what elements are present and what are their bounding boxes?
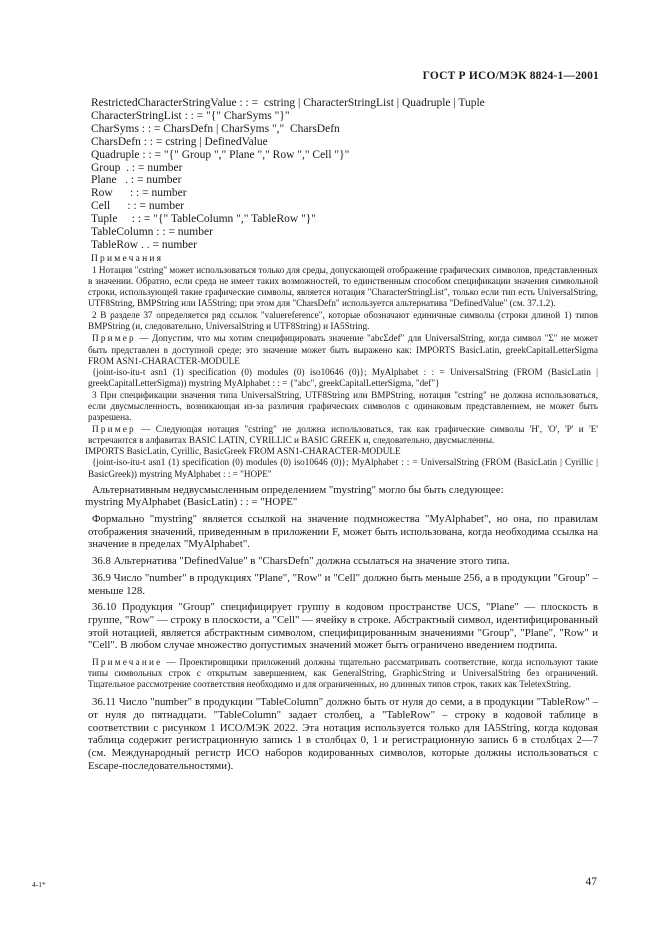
grammar-block [91, 97, 598, 252]
note-3: 3 При спецификации значения типа UniversalString, UTF8String или BMPString, нотация "cstring" не должна использоваться, если двусмысленность, возникающая из-за различия графических символов с одинаковым представлением, не может быть разрешена. [88, 389, 598, 423]
clause-36-11: 36.11 Число "number" в продукции "TableColumn" должно быть от нуля до семи, а в продукции "TableRow" – от нуля до пятнадцати. "TableColumn" задает столбец, а "TableRow" – строку в кодовой таблице в соответствии с рисунком 1 ИСО/МЭК 2022. Эта нотация используется только для IA5String, когда кодовая таблица содержит регистрационную запись 1 в столбцах 0, 1 и регистрационную запись 6 в столбцах 2—7 (см. Международный регистр ИСО наборов кодированных символов, которые должны использоваться с Escape-последовательностями). [88, 696, 598, 772]
grammar-line: RestrictedCharacterStringValue : : = cstring | CharacterStringList | Quadruple | Tuple [91, 97, 485, 109]
example-1-code: {joint-iso-itu-t asn1 (1) specification (0) modules (0) iso10646 (0)}; MyAlphabet : : = UniversalString (FROM (BasicLatin | greekCapitalLetterSigma)) mystring MyAlphabet : : = {"abc", greekCapitalLetterSigma, "def"} [88, 366, 598, 388]
grammar-line: Cell : : = number [91, 200, 185, 213]
body-note [88, 657, 598, 690]
clause-36-10: 36.10 Продукция "Group" специфицирует группу в кодовом пространстве UCS, "Plane" — плоскость в группе, "Row" — строку в плоскости, а "Cell" — ячейку в строке. Абстрактный символ, идентифицированный этой нотацией, является абстрактным символом, специфицированным значениями "Group", "Plane", "Row" и "Cell". В любом случае множество допустимых значений может быть ограничено введением подтипа. [88, 601, 598, 652]
example-text: — Допустим, что мы хотим специфицировать значение "abcΣdef" для UniversalString, когда символ "Σ" не может быть представлен в доступной среде; это значение может быть выражено как: IMPORTS BasicLatin, greekCapitalLetterSigma FROM ASN1-CHARACTER-MODULE [88, 333, 599, 366]
alt-definition-code: mystring MyAlphabet (BasicLatin) : : = "HOPE" [85, 496, 298, 509]
grammar-line: CharSyms : : = CharsDefn | CharSyms "," CharsDefn [91, 122, 340, 135]
example-2-import: IMPORTS BasicLatin, Cyrillic, BasicGreek FROM ASN1-CHARACTER-MODULE [85, 446, 401, 457]
grammar-line: Group . : = number [91, 161, 183, 174]
notes-heading: Примечания [91, 253, 164, 264]
alt-definition-intro: Альтернативным недвусмысленным определением "mystring" могло бы быть следующее: [92, 483, 504, 496]
body-text [85, 483, 598, 652]
example-label: Пример [92, 424, 136, 435]
grammar-line: Row : : = number [91, 187, 187, 200]
note-text: — Проектировщики приложений должны тщательно рассматривать соответствие, когда используют такие типы символьных строк с открытым завершением, как GeneralString, GraphicString и UniversalString без ограничений. Тщательное рассмотрение соответствия необходимо и для ограниченных, но длинных типов строк, таких как TeletexString. [88, 657, 598, 690]
grammar-line: TableRow . . = number [91, 238, 197, 251]
example-2 [88, 424, 598, 446]
page-header-title: ГОСТ Р ИСО/МЭК 8824-1—2001 [422, 70, 599, 82]
example-label: Пример [92, 333, 136, 344]
formal-paragraph: Формально "mystring" является ссылкой на значение подмножества "MyAlphabet", но она, по правилам отображения значений, приведенным в приложении F, может быть использована, когда необходима ссылка на значение в пределах "MyAlphabet". [88, 513, 598, 551]
example-1 [88, 333, 598, 366]
body-text-continued [88, 696, 598, 772]
body-note-paragraph [88, 657, 598, 690]
page-content [85, 97, 599, 773]
grammar-line: CharacterStringList : : = "{" CharSyms "}" [91, 109, 290, 122]
example-2-code: {joint-iso-itu-t asn1 (1) specification (0) modules (0) iso10646 (0)}; MyAlphabet : : = UniversalString (FROM (BasicLatin | Cyrillic | BasicGreek)) mystring MyAlphabet : : = "HOPE" [88, 457, 598, 479]
note-1: 1 Нотация "cstring" может использоваться только для среды, допускающей отображение графических символов, представленных в значении. Обратно, если среда не имеет таких возможностей, то единственным способом спецификации значения символьной строки, использующей такие графические символы, является нотация "CharacterStringList", только если тип есть UniversalString, UTF8String, BMPString или IA5String; при этом для "CharsDefn" используется альтернатива "DefinedValue" (см. 37.1.2). [88, 264, 598, 309]
grammar-line: TableColumn : : = number [91, 226, 213, 239]
clause-36-8: 36.8 Альтернатива "DefinedValue" в "CharsDefn" должна ссылаться на значение этого типа. [92, 555, 510, 568]
page-number: 47 [585, 876, 597, 888]
note-2: 2 В разделе 37 определяется ряд ссылок "valuereference", которые обозначают единичные символы (строки длиной 1) типов BMPString (и, следовательно, UniversalString и UTF8String) и IA5String. [88, 310, 598, 332]
clause-36-9: 36.9 Число "number" в продукциях "Plane", "Row" и "Cell" должно быть меньше 256, а в продукции "Group" – меньше 128. [88, 571, 598, 597]
note-label: Примечание [92, 657, 163, 668]
grammar-line: Plane . : = number [91, 174, 182, 187]
grammar-line: CharsDefn : : = cstring | DefinedValue [91, 135, 268, 148]
grammar-line: Tuple : : = "{" TableColumn "," TableRow "}" [91, 213, 316, 226]
grammar-line: Quadruple : : = "{" Group "," Plane "," Row "," Cell "}" [91, 148, 350, 161]
footer-signature-mark: 4-1* [32, 880, 46, 889]
notes-block [85, 264, 599, 480]
example-text: — Следующая нотация "cstring" не должна использоваться, так как графические символы 'H', 'O', 'P' и 'E' встречаются в алфавитах BASIC LATIN, CYRILLIC и BASIC GREEK и, следовательно, двусмысленны. [88, 424, 598, 446]
